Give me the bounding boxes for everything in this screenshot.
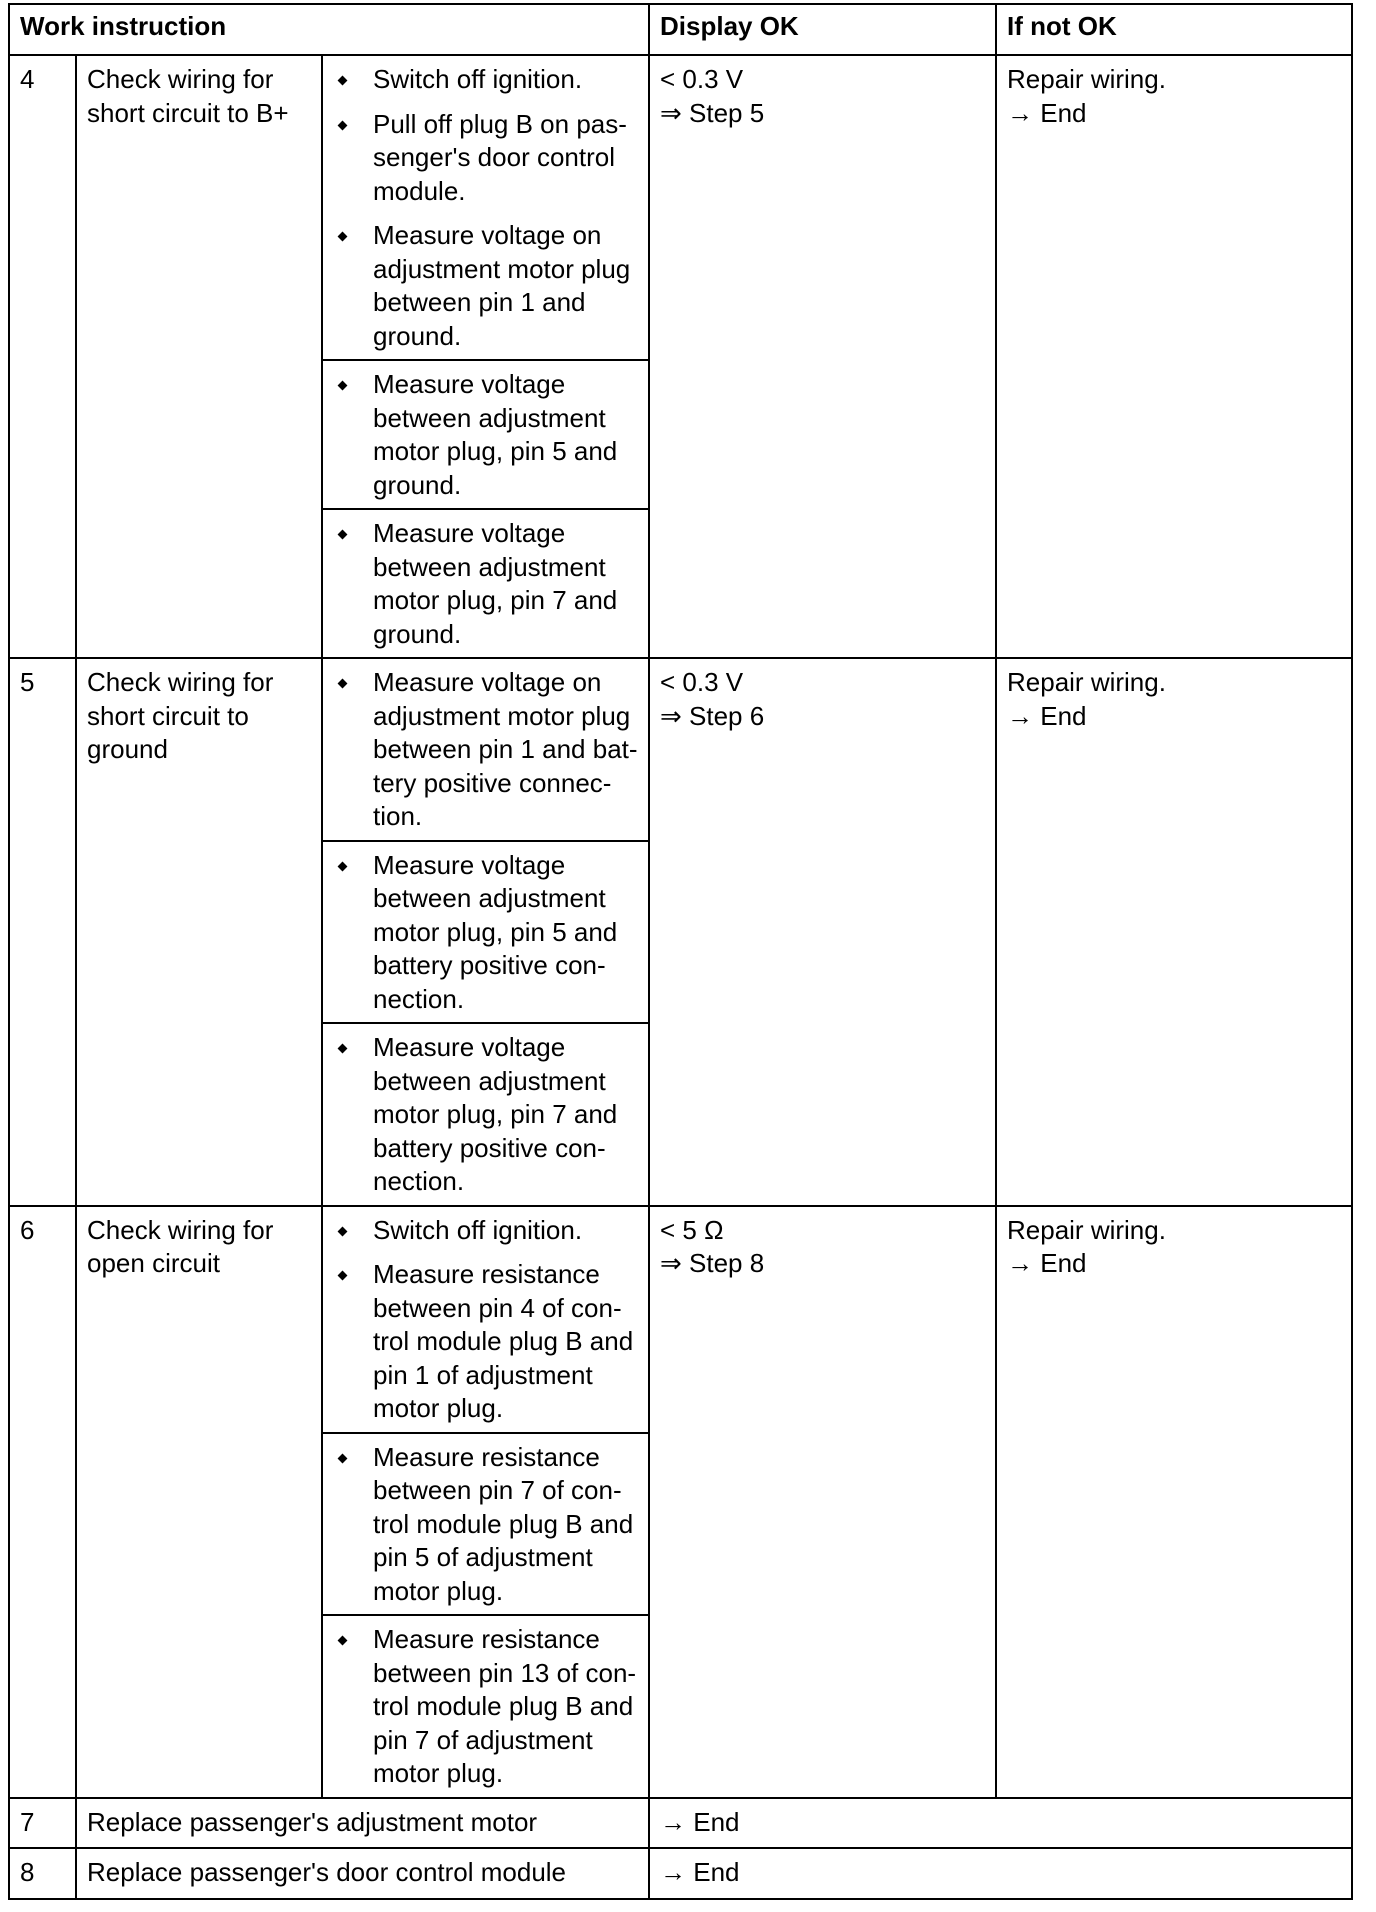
text-line: Repair wiring.: [1007, 64, 1166, 94]
instruction-bullet: [331, 1623, 640, 1791]
text-line: motor plug, pin 7 and: [373, 585, 618, 615]
text-line: ground.: [373, 320, 462, 351]
step-description: Replace passenger's door control module: [76, 1848, 649, 1899]
text-line: Measure voltage: [373, 1032, 566, 1062]
instruction-bullet: [331, 1031, 640, 1199]
bullet-diamond-icon: [338, 530, 348, 540]
text-line: between adjustment: [373, 551, 606, 582]
instruction-bullet: [331, 368, 640, 502]
table-row: [9, 1798, 1352, 1849]
text-line: battery positive con-: [373, 1132, 606, 1163]
text-line: motor plug.: [373, 1575, 504, 1606]
header-display-ok: Display OK: [649, 4, 996, 55]
text-line: Measure voltage on: [373, 220, 602, 250]
text-line: Measure resistance: [373, 1441, 600, 1472]
text-line: between pin 1 and bat-: [373, 734, 638, 764]
text-line: ⇒ Step 5: [660, 97, 765, 128]
instruction-cell: [322, 658, 649, 841]
text-line: pin 1 of adjustment: [373, 1359, 593, 1390]
text-line: Measure voltage on: [373, 667, 602, 697]
instruction-cell: [322, 1023, 649, 1206]
text-line: ⇒ Step 6: [660, 700, 765, 731]
text-line: ground: [87, 734, 168, 764]
text-line: motor plug.: [373, 1393, 504, 1423]
not-ok-action: [996, 658, 1352, 1206]
text-line: motor plug, pin 5 and: [373, 436, 618, 466]
display-ok-value: [649, 658, 996, 1206]
step-description: [76, 55, 322, 658]
text-line: Check wiring for: [87, 64, 274, 94]
text-line: trol module plug B and: [373, 1508, 634, 1539]
bullet-diamond-icon: [338, 1044, 348, 1054]
not-ok-action: [996, 1206, 1352, 1798]
step-number: 5: [9, 658, 76, 1206]
text-line: Check wiring for: [87, 1214, 274, 1245]
instruction-cell: [322, 841, 649, 1024]
text-line: tion.: [373, 801, 423, 831]
instruction-bullet: [331, 219, 640, 353]
bullet-diamond-icon: [338, 120, 348, 130]
instruction-bullet: [331, 517, 640, 651]
text-line: trol module plug B and: [373, 1691, 634, 1721]
step-number: 6: [9, 1206, 76, 1798]
instruction-bullet: [331, 1214, 640, 1248]
step-result: → End: [649, 1798, 1352, 1849]
instruction-bullet: [331, 666, 640, 834]
text-line: between pin 1 and: [373, 287, 586, 317]
text-line: → End: [1007, 700, 1087, 731]
instruction-bullet: [331, 849, 640, 1017]
work-instruction-page: [8, 3, 1353, 1900]
text-line: battery positive con-: [373, 950, 606, 980]
text-line: → End: [1007, 97, 1087, 128]
table-row: [9, 1206, 1352, 1433]
text-line: short circuit to B+: [87, 97, 289, 128]
step-number: 7: [9, 1798, 76, 1849]
not-ok-action: [996, 55, 1352, 658]
step-result: → End: [649, 1848, 1352, 1899]
instruction-cell: [322, 1206, 649, 1433]
text-line: motor plug.: [373, 1758, 504, 1788]
text-line: < 0.3 V: [660, 667, 744, 697]
text-line: Repair wiring.: [1007, 1214, 1166, 1245]
text-line: Pull off plug B on pas-: [373, 108, 627, 139]
text-line: Switch off ignition.: [373, 64, 583, 94]
text-line: between adjustment: [373, 1065, 606, 1096]
text-line: Switch off ignition.: [373, 1214, 583, 1245]
bullet-diamond-icon: [338, 1636, 348, 1646]
instruction-bullet: [331, 63, 640, 97]
instruction-bullet: [331, 1441, 640, 1609]
bullet-diamond-icon: [338, 1453, 348, 1463]
text-line: ground.: [373, 618, 462, 649]
text-line: adjustment motor plug: [373, 253, 631, 284]
display-ok-value: [649, 55, 996, 658]
text-line: Check wiring for: [87, 667, 274, 697]
instruction-cell: [322, 1615, 649, 1798]
table-row: [9, 658, 1352, 841]
text-line: adjustment motor plug: [373, 700, 631, 731]
step-description: Replace passenger's adjustment motor: [76, 1798, 649, 1849]
instruction-cell: [322, 55, 649, 360]
text-line: Measure voltage: [373, 849, 566, 880]
bullet-diamond-icon: [338, 381, 348, 391]
text-line: between pin 7 of con-: [373, 1475, 622, 1505]
text-line: pin 7 of adjustment: [373, 1724, 593, 1755]
display-ok-value: [649, 1206, 996, 1798]
step-description: [76, 658, 322, 1206]
bullet-diamond-icon: [338, 1271, 348, 1281]
text-line: motor plug, pin 7 and: [373, 1099, 618, 1129]
instruction-bullet: [331, 1258, 640, 1426]
text-line: module.: [373, 175, 466, 206]
table-row: [9, 1848, 1352, 1899]
text-line: → End: [1007, 1248, 1087, 1278]
text-line: Measure voltage: [373, 369, 566, 399]
bullet-diamond-icon: [338, 232, 348, 242]
instruction-cell: [322, 360, 649, 509]
text-line: tery positive connec-: [373, 767, 612, 798]
text-line: trol module plug B and: [373, 1326, 634, 1356]
header-if-not-ok: If not OK: [996, 4, 1352, 55]
bullet-diamond-icon: [338, 76, 348, 86]
bullet-diamond-icon: [338, 861, 348, 871]
table-row: [9, 55, 1352, 360]
text-line: ground.: [373, 469, 462, 500]
instruction-bullet: [331, 108, 640, 209]
text-line: pin 5 of adjustment: [373, 1542, 593, 1572]
table-header-row: [9, 4, 1352, 55]
text-line: Measure resistance: [373, 1624, 600, 1654]
bullet-diamond-icon: [338, 1226, 348, 1236]
work-instruction-table: [8, 3, 1353, 1900]
text-line: between pin 4 of con-: [373, 1292, 622, 1323]
step-number: 8: [9, 1848, 76, 1899]
header-work-instruction: Work instruction: [9, 4, 649, 55]
instruction-cell: [322, 509, 649, 658]
text-line: < 5 Ω: [660, 1214, 724, 1245]
text-line: motor plug, pin 5 and: [373, 916, 618, 947]
text-line: Measure voltage: [373, 518, 566, 548]
text-line: between pin 13 of con-: [373, 1657, 637, 1688]
text-line: nection.: [373, 1166, 465, 1196]
text-line: short circuit to: [87, 700, 249, 731]
text-line: < 0.3 V: [660, 64, 744, 94]
text-line: between adjustment: [373, 402, 606, 433]
text-line: open circuit: [87, 1248, 220, 1278]
step-number: 4: [9, 55, 76, 658]
instruction-cell: [322, 1433, 649, 1616]
text-line: ⇒ Step 8: [660, 1248, 765, 1278]
text-line: senger's door control: [373, 142, 615, 172]
step-description: [76, 1206, 322, 1798]
bullet-diamond-icon: [338, 679, 348, 689]
text-line: Repair wiring.: [1007, 667, 1166, 697]
table-body: [9, 55, 1352, 1899]
text-line: Measure resistance: [373, 1259, 600, 1289]
text-line: nection.: [373, 983, 465, 1014]
text-line: between adjustment: [373, 883, 606, 913]
